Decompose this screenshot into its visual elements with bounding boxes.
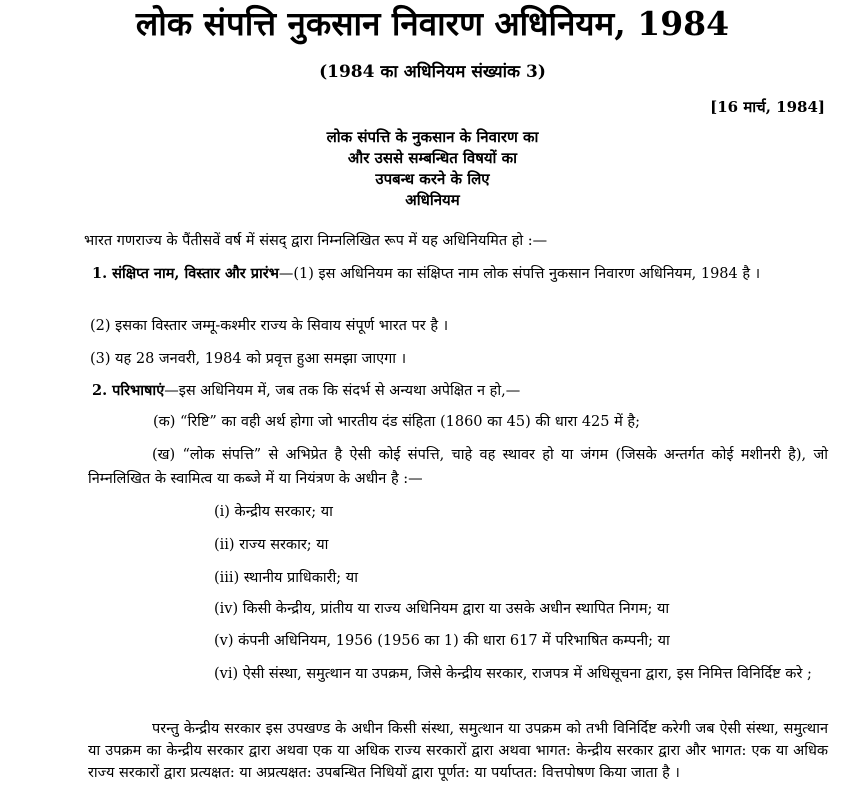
section-1-sub-3: (3) यह 28 जनवरी, 1984 को प्रवृत्त हुआ समझा जाएगा । [90,351,407,367]
section-2-text: —इस अधिनियम में, जब तक कि संदर्भ से अन्यथा अपेक्षित न हो,— [164,383,521,399]
long-title-line: लोक संपत्ति के नुकसान के निवारण का [326,128,539,146]
section-1-text: —(1) इस अधिनियम का संक्षिप्त नाम लोक संपत्ति नुकसान निवारण अधिनियम, 1984 है । [278,266,761,282]
sub-clause-i: (i) केन्द्रीय सरकार; या [214,504,333,520]
clause-kha: (ख) “लोक संपत्ति” से अभिप्रेत है ऐसी कोई संपत्ति, चाहे वह स्थावर हो या जंगम (जिसके अन्तर्गत कोई मशीनरी है), जो निम्नलिखित के स्वामित्व या कब्जे में या नियंत्रण के अधीन है :— [88,447,828,487]
enacting-formula: भारत गणराज्य के पैंतीसवें वर्ष में संसद् द्वारा निम्नलिखित रूप में यह अधिनियमित हो :— [84,233,548,249]
act-number: (1984 का अधिनियम संख्यांक 3) [319,62,546,82]
sub-clause-vi: (vi) ऐसी संस्था, समुत्थान या उपक्रम, जिसे केन्द्रीय सरकार, राजपत्र में अधिसूचना द्वारा, इस निमित्त विनिर्दिष्ट करे ; [214,666,812,682]
section-1 [30,262,826,286]
sub-clause-v: (v) कंपनी अधिनियम, 1956 (1956 का 1) की धारा 617 में परिभाषित कम्पनी; या [214,633,670,649]
sub-clause-iii: (iii) स्थानीय प्राधिकारी; या [214,570,358,586]
act-title: लोक संपत्ति नुकसान निवारण अधिनियम, 1984 [135,4,730,43]
proviso: परन्तु केन्द्रीय सरकार इस उपखण्ड के अधीन किसी संस्था, समुत्थान या उपक्रम को तभी विनिर्दिष्ट करेगी जब ऐसी संस्था, समुत्थान या उपक्रम का केन्द्रीय सरकार द्वारा अथवा एक या अधिक राज्य सरकारों द्वारा अथवा भागत: केन्द्रीय सरकार द्वारा और भागत: एक या अधिक राज्य सरकारों द्वारा प्रत्यक्षत: या अप्रत्यक्षत: उपबन्धित निधियों द्वारा पूर्णत: या पर्याप्तत: वित्तपोषण किया जाता है । [88,721,828,781]
section-1-sub-2: (2) इसका विस्तार जम्मू-कश्मीर राज्य के सिवाय संपूर्ण भारत पर है । [90,318,449,334]
act-date: [16 मार्च, 1984] [710,98,825,116]
clause-ka: (क) “रिष्टि” का वही अर्थ होगा जो भारतीय दंड संहिता (1860 का 45) की धारा 425 में है; [153,414,640,430]
section-2-heading: 2. परिभाषाएं [92,382,165,399]
long-title-line: अधिनियम [405,191,460,209]
long-title-line: उपबन्ध करने के लिए [375,170,490,188]
long-title [0,127,865,211]
sub-clause-ii: (ii) राज्य सरकार; या [214,537,329,553]
section-1-heading: 1. संक्षिप्त नाम, विस्तार और प्रारंभ [92,265,279,282]
long-title-line: और उससे सम्बन्धित विषयों का [347,149,518,167]
section-2 [92,379,832,403]
sub-clause-iv: (iv) किसी केन्द्रीय, प्रांतीय या राज्य अधिनियम द्वारा या उसके अधीन स्थापित निगम; या [214,601,670,617]
